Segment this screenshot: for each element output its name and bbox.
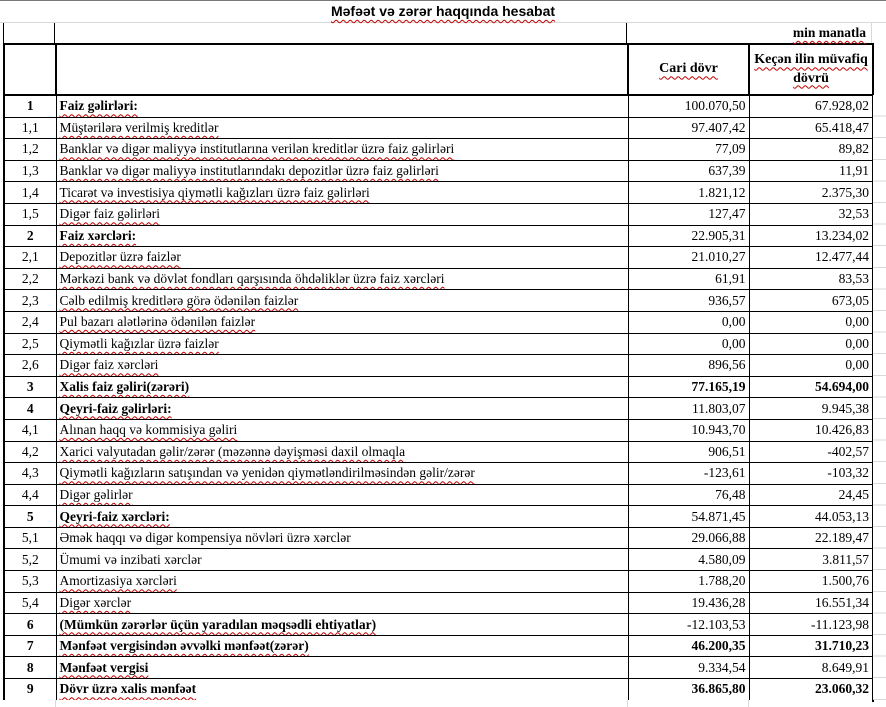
row-label-text: Pul bazarı alətlərinə ödənilən faizlər — [59, 314, 256, 330]
header-row — [4, 44, 873, 95]
row-label-text: Mənfəət vergisindən əvvəlki mənfəət(zərər) — [59, 638, 309, 654]
row-label-cell — [56, 463, 628, 485]
row-label-cell — [56, 419, 628, 441]
row-number-cell: 2,5 — [4, 333, 56, 355]
row-number-cell: 5 — [4, 506, 56, 528]
unit-note-num-cell — [3, 23, 55, 43]
row-value-previous: 89,82 — [749, 139, 873, 161]
row-label-cell — [56, 441, 628, 463]
row-label-cell — [56, 571, 628, 593]
row-number-cell: 3 — [4, 376, 56, 398]
table-row — [4, 376, 873, 398]
row-value-current: 76,48 — [628, 484, 749, 506]
row-label-cell — [56, 160, 628, 182]
row-value-current: 9.334,54 — [628, 657, 749, 679]
row-value-previous: 22.189,47 — [749, 527, 873, 549]
row-number-cell: 9 — [4, 679, 56, 701]
row-label-cell — [56, 506, 628, 528]
header-current-period-text: Cari dövr — [659, 61, 718, 77]
row-value-current: 19.436,28 — [628, 592, 749, 614]
header-label-cell — [56, 44, 628, 95]
row-value-previous: 10.426,83 — [749, 419, 873, 441]
row-number-cell: 4,1 — [4, 419, 56, 441]
row-value-previous: 44.053,13 — [749, 506, 873, 528]
row-label-cell — [56, 549, 628, 571]
row-label-text: Alınan haqq və kommisiya gəliri — [59, 422, 238, 438]
row-value-previous: 23.060,32 — [749, 679, 873, 701]
row-number-cell: 2,3 — [4, 290, 56, 312]
table-body — [4, 95, 873, 701]
row-number-cell: 1,1 — [4, 117, 56, 139]
unit-note-label-cell — [55, 23, 627, 43]
table-row — [4, 203, 873, 225]
row-value-previous: 12.477,44 — [749, 247, 873, 269]
table-row — [4, 527, 873, 549]
row-label-text: Qiymətli kağızlar üzrə faizlər — [59, 335, 219, 351]
row-value-current: 97.407,42 — [628, 117, 749, 139]
row-number-cell: 4,2 — [4, 441, 56, 463]
table-header — [4, 44, 873, 95]
table-row — [4, 635, 873, 657]
row-number-cell: 1,4 — [4, 182, 56, 204]
row-number-cell: 2 — [4, 225, 56, 247]
row-value-current: 936,57 — [628, 290, 749, 312]
row-label-text: Amortizasiya xərcləri — [59, 573, 177, 589]
row-label-text: Banklar və digər maliyyə institutlarındakı depozitlər üzrə faiz gəlirləri — [59, 163, 439, 179]
row-value-current: 896,56 — [628, 355, 749, 377]
row-value-current: 127,47 — [628, 203, 749, 225]
row-value-previous: -103,32 — [749, 463, 873, 485]
row-number-cell: 5,2 — [4, 549, 56, 571]
row-value-previous: 3.811,57 — [749, 549, 873, 571]
table-row — [4, 571, 873, 593]
row-value-previous: 16.551,34 — [749, 592, 873, 614]
row-label-text: Müştərilərə verilmiş kreditlər — [59, 119, 219, 135]
row-label-text: Qeyri-faiz gəlirləri: — [59, 400, 172, 416]
row-value-current: 11.803,07 — [628, 398, 749, 420]
row-label-text: Digər gəlirlər — [59, 486, 133, 502]
row-value-current: 10.943,70 — [628, 419, 749, 441]
row-label-cell — [56, 311, 628, 333]
row-value-previous: 8.649,91 — [749, 657, 873, 679]
unit-note-row — [3, 23, 872, 43]
table-row — [4, 160, 873, 182]
table-row — [4, 657, 873, 679]
header-previous-period-text: Keçən ilin müvafiq dövrü — [754, 52, 868, 86]
row-value-current: 906,51 — [628, 441, 749, 463]
row-label-cell — [56, 139, 628, 161]
row-value-current: 0,00 — [628, 311, 749, 333]
table-row — [4, 290, 873, 312]
table-row — [4, 333, 873, 355]
row-label-text: Depozitlər üzrə faizlər — [59, 249, 181, 265]
unit-note — [627, 23, 872, 43]
row-label-cell — [56, 182, 628, 204]
row-label-text: Qiymətli kağızların satışından və yenidən qiymətləndirilməsindən gəlir/zərər — [59, 465, 475, 481]
table-row — [4, 506, 873, 528]
row-label-text: Digər faiz gəlirləri — [59, 206, 160, 222]
row-label-cell — [56, 333, 628, 355]
row-label-cell — [56, 376, 628, 398]
row-label-cell — [56, 290, 628, 312]
table-row — [4, 419, 873, 441]
row-label-cell — [56, 592, 628, 614]
table-row — [4, 398, 873, 420]
header-num-cell — [4, 44, 56, 95]
row-label-cell — [56, 635, 628, 657]
row-number-cell: 1,5 — [4, 203, 56, 225]
row-value-current: 4.580,09 — [628, 549, 749, 571]
row-value-current: 77.165,19 — [628, 376, 749, 398]
row-value-previous: 13.234,02 — [749, 225, 873, 247]
table-row — [4, 441, 873, 463]
row-value-current: 1.821,12 — [628, 182, 749, 204]
row-number-cell: 1,3 — [4, 160, 56, 182]
row-number-cell: 5,4 — [4, 592, 56, 614]
row-value-current: -123,61 — [628, 463, 749, 485]
row-number-cell: 2,4 — [4, 311, 56, 333]
row-value-previous: 32,53 — [749, 203, 873, 225]
table-row — [4, 614, 873, 636]
report-title — [0, 0, 886, 23]
row-value-current: 0,00 — [628, 333, 749, 355]
table-row — [4, 679, 873, 701]
row-number-cell: 8 — [4, 657, 56, 679]
row-value-current: 36.865,80 — [628, 679, 749, 701]
row-label-text: Əmək haqqı və digər kompensiya növləri üzrə xərclər — [59, 530, 351, 546]
row-value-previous: -402,57 — [749, 441, 873, 463]
row-number-cell: 2,6 — [4, 355, 56, 377]
table-row — [4, 117, 873, 139]
row-label-cell — [56, 117, 628, 139]
table-row — [4, 139, 873, 161]
row-label-cell — [56, 657, 628, 679]
row-value-current: 22.905,31 — [628, 225, 749, 247]
row-value-previous: 673,05 — [749, 290, 873, 312]
row-label-cell — [56, 268, 628, 290]
row-value-previous: 31.710,23 — [749, 635, 873, 657]
row-label-text: Qeyri-faiz xərcləri: — [59, 508, 170, 524]
row-label-text: Banklar və digər maliyyə institutlarına verilən kreditlər üzrə faiz gəlirləri — [59, 141, 455, 157]
row-number-cell: 4 — [4, 398, 56, 420]
row-number-cell: 7 — [4, 635, 56, 657]
table-row — [4, 268, 873, 290]
row-value-previous: 0,00 — [749, 311, 873, 333]
row-label-cell — [56, 484, 628, 506]
row-label-cell — [56, 614, 628, 636]
row-label-text: Ticarət və investisiya qiymətli kağızları üzrə faiz gəlirləri — [59, 184, 370, 200]
row-label-cell — [56, 679, 628, 701]
row-value-previous: 67.928,02 — [749, 95, 873, 117]
table-row — [4, 549, 873, 571]
row-value-previous: 83,53 — [749, 268, 873, 290]
row-value-previous: 9.945,38 — [749, 398, 873, 420]
row-value-previous: -11.123,98 — [749, 614, 873, 636]
row-number-cell: 2,1 — [4, 247, 56, 269]
row-number-cell: 4,3 — [4, 463, 56, 485]
profit-loss-table — [3, 43, 874, 702]
row-value-current: 1.788,20 — [628, 571, 749, 593]
row-label-cell — [56, 247, 628, 269]
row-value-previous: 0,00 — [749, 333, 873, 355]
table-row — [4, 355, 873, 377]
row-value-previous: 2.375,30 — [749, 182, 873, 204]
table-row — [4, 463, 873, 485]
row-label-cell — [56, 225, 628, 247]
table-row — [4, 592, 873, 614]
row-label-text: (Mümkün zərərlər üçün yaradılan məqsədli ehtiyatlar) — [59, 616, 377, 632]
header-current-period — [628, 44, 749, 95]
row-value-previous: 54.694,00 — [749, 376, 873, 398]
row-label-text: Faiz xərcləri: — [59, 227, 137, 243]
row-number-cell: 5,1 — [4, 527, 56, 549]
table-row — [4, 247, 873, 269]
row-number-cell: 4,4 — [4, 484, 56, 506]
row-value-previous: 0,00 — [749, 355, 873, 377]
row-label-cell — [56, 398, 628, 420]
row-value-current: 29.066,88 — [628, 527, 749, 549]
row-label-text: Cəlb edilmiş kreditlərə görə ödənilən faizlər — [59, 292, 299, 308]
row-number-cell: 1,2 — [4, 139, 56, 161]
row-value-current: 637,39 — [628, 160, 749, 182]
row-label-text: Mərkəzi bank və dövlət fondları qarşısında öhdəliklər üzrə faiz xərcləri — [59, 271, 445, 287]
row-label-cell — [56, 203, 628, 225]
table-row — [4, 225, 873, 247]
sheet-gridlines-bottom — [3, 700, 872, 707]
row-label-cell — [56, 95, 628, 117]
row-label-text: Ümumi və inzibati xərclər — [59, 551, 202, 567]
row-value-current: -12.103,53 — [628, 614, 749, 636]
row-value-current: 100.070,50 — [628, 95, 749, 117]
row-label-text: Dövr üzrə xalis mənfəət — [59, 681, 197, 697]
row-label-text: Faiz gəlirləri: — [59, 98, 138, 114]
row-value-current: 61,91 — [628, 268, 749, 290]
row-number-cell: 6 — [4, 614, 56, 636]
row-value-current: 21.010,27 — [628, 247, 749, 269]
row-label-text: Xalis faiz gəliri(zərəri) — [59, 379, 190, 395]
table-row — [4, 311, 873, 333]
unit-note-text: min manatla — [792, 25, 866, 40]
table-row — [4, 182, 873, 204]
row-label-text: Xarici valyutadan gəlir/zərər (məzənnə dəyişməsi daxil olmaqla — [59, 443, 406, 459]
row-label-cell — [56, 527, 628, 549]
row-number-cell: 5,3 — [4, 571, 56, 593]
row-value-previous: 24,45 — [749, 484, 873, 506]
row-value-previous: 1.500,76 — [749, 571, 873, 593]
row-label-text: Digər faiz xərcləri — [59, 357, 159, 373]
row-value-current: 54.871,45 — [628, 506, 749, 528]
row-value-current: 77,09 — [628, 139, 749, 161]
row-value-previous: 11,91 — [749, 160, 873, 182]
sheet-gridlines-right — [873, 95, 886, 700]
table-row — [4, 95, 873, 117]
report-title-text: Məfəət və zərər haqqında hesabat — [330, 3, 556, 19]
row-value-previous: 65.418,47 — [749, 117, 873, 139]
row-label-text: Digər xərclər — [59, 594, 132, 610]
table-row — [4, 484, 873, 506]
row-label-text: Mənfəət vergisi — [59, 659, 149, 675]
row-value-current: 46.200,35 — [628, 635, 749, 657]
row-label-cell — [56, 355, 628, 377]
row-number-cell: 2,2 — [4, 268, 56, 290]
row-number-cell: 1 — [4, 95, 56, 117]
header-previous-period — [749, 44, 873, 95]
